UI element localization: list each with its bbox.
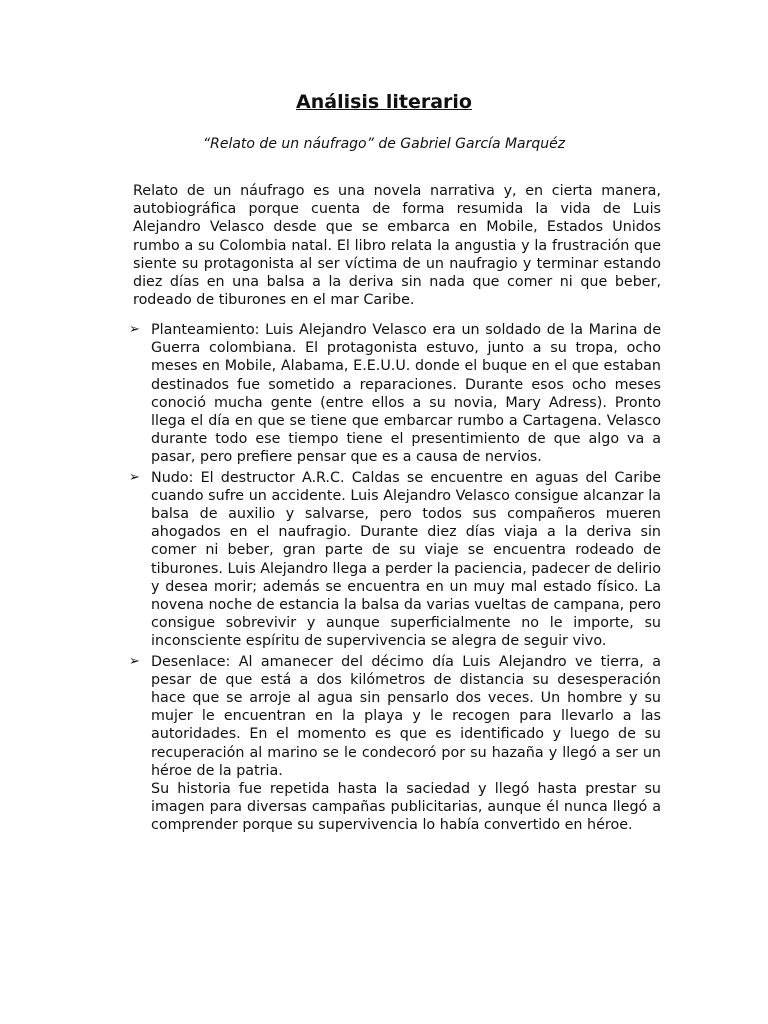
arrow-bullet-icon: ➢ [129,469,140,485]
list-item-text: Desenlace: Al amanecer del décimo día Luis Alejandro ve tierra, a pesar de que está a dos kilómetros de distancia su desesperación hace que se arroje al agua sin pensarlo dos veces. Un hombre y su mujer le encuentran en la playa y le recogen para llevarlo a las autoridades. En el momento es que es identificado y luego de su recuperación al marino se le condecoró por su hazaña y llegó a ser un héroe de la patria. [151,653,661,779]
list-item-desenlace [127,653,661,835]
intro-paragraph: Relato de un náufrago es una novela narrativa y, en cierta manera, autobiográfica porque cuenta de forma resumida la vida de Luis Alejandro Velasco desde que se embarca en Mobile, Estados Unidos rumbo a su Colombia natal. El libro relata la angustia y la frustración que siente su protagonista al ser víctima de un naufragio y terminar estando diez días en una balsa a la deriva sin nada que comer ni que beber, rodeado de tiburones en el mar Caribe. [133,183,661,309]
list-item-planteamiento [127,321,661,467]
list-item-text: Nudo: El destructor A.R.C. Caldas se encuentre en aguas del Caribe cuando sufre un accidente. Luis Alejandro Velasco consigue alcanzar la balsa de auxilio y salvarse, pero todos sus compañeros mueren ahogados en el naufragio. Durante diez días viaja a la deriva sin comer ni beber, gran parte de su viaje se encuentra rodeado de tiburones. Luis Alejandro llega a perder la paciencia, padecer de delirio y desea morir; además se encuentra en un muy mal estado físico. La novena noche de estancia la balsa da varias vueltas de campana, pero consigue sobrevivir y aunque superficialmente no le importe, su inconsciente espíritu de supervivencia se alegra de seguir vivo. [151,469,661,650]
document-subtitle: “Relato de un náufrago” de Gabriel García Marquéz [202,136,566,152]
plot-list [127,321,661,837]
arrow-bullet-icon: ➢ [129,322,140,337]
document-title: Análisis literario [296,91,472,113]
list-item-extra-text: Su historia fue repetida hasta la saciedad y llegó hasta prestar su imagen para diversas campañas publicitarias, aunque él nunca llegó a comprender porque su supervivencia lo había convertido en héroe. [151,781,661,834]
list-item-text: Planteamiento: Luis Alejandro Velasco era un soldado de la Marina de Guerra colombiana. El protagonista estuvo, junto a su tropa, ocho meses en Mobile, Alabama, E.E.U.U. donde el buque en el que estaban destinados fue sometido a reparaciones. Durante esos ocho meses conoció mucha gente (entre ellos a su novia, Mary Adress). Pronto llega el día en que se tiene que embarcar rumbo a Cartagena. Velasco durante todo ese tiempo tiene el presentimiento de que algo va a pasar, pero prefiere pensar que es a causa de nervios. [151,322,661,466]
list-item-nudo [127,469,661,651]
arrow-bullet-icon: ➢ [129,653,140,669]
